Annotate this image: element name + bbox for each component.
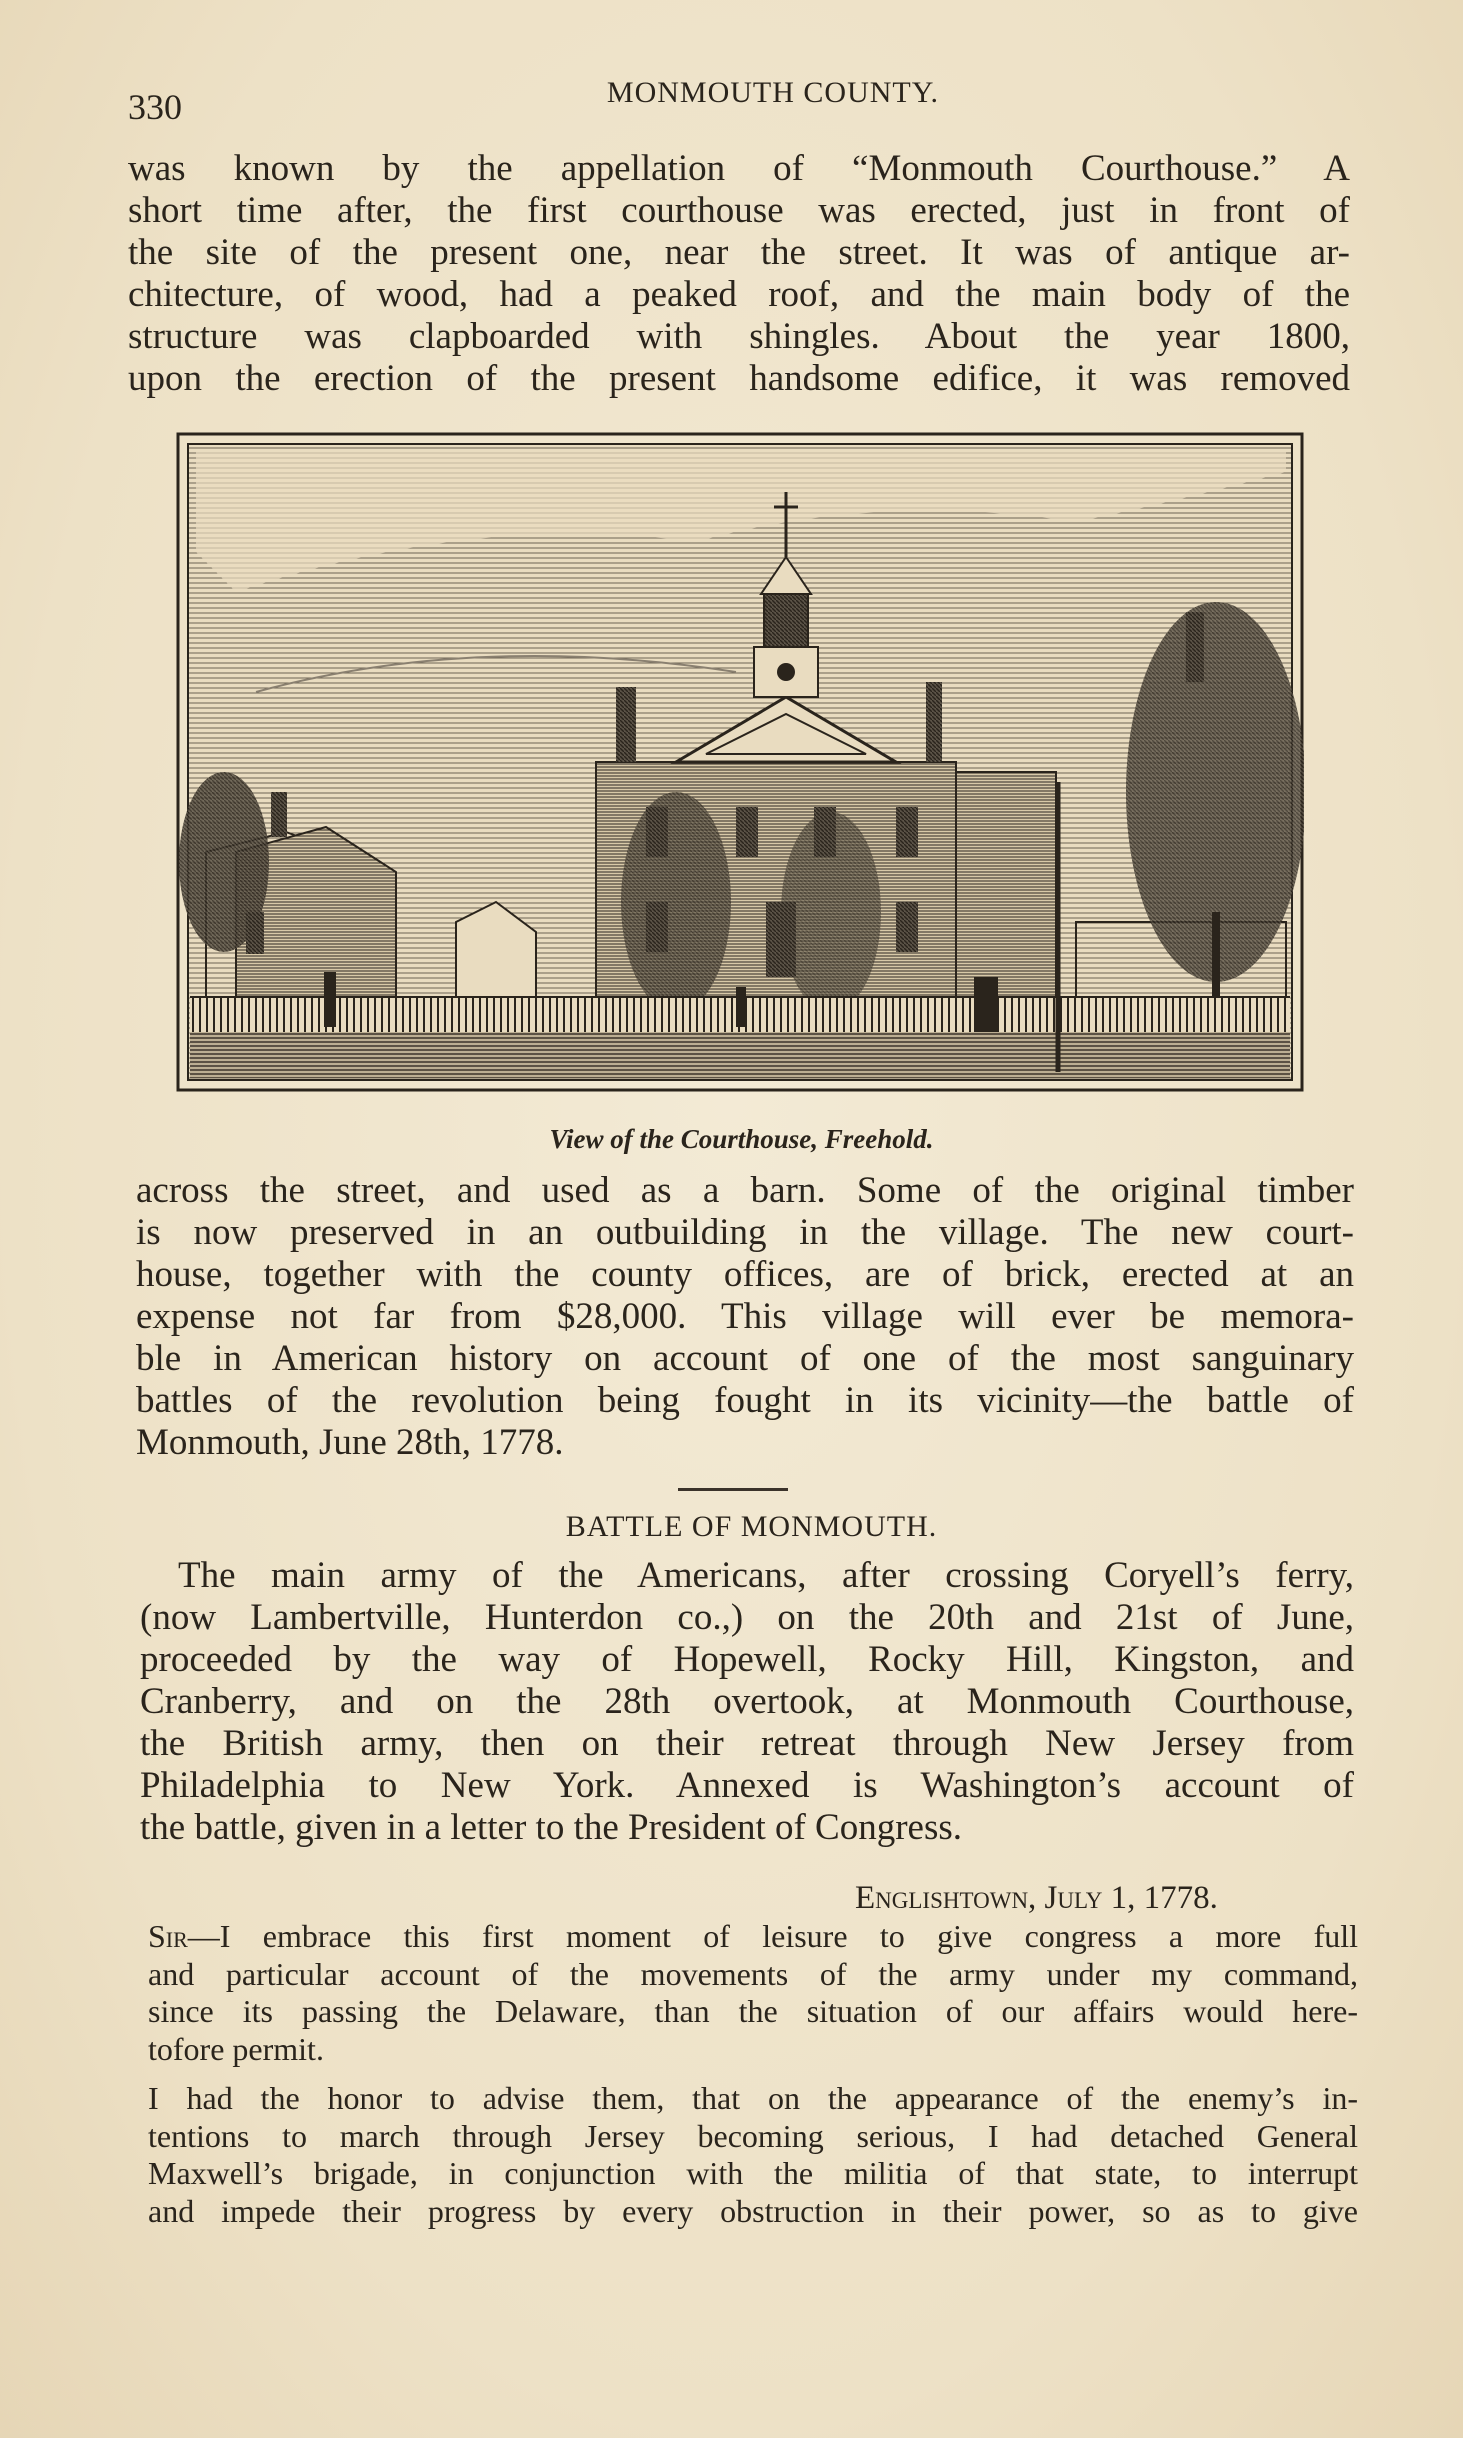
text-line: the British army, then on their retreat through New Jersey from xyxy=(140,1723,1354,1764)
text-line: across the street, and used as a barn. Some of the original timber xyxy=(136,1170,1354,1211)
text-line xyxy=(148,1918,1358,1956)
text-line: and impede their progress by every obstruction in their power, so as to give xyxy=(148,2192,1358,2229)
page-number: 330 xyxy=(128,87,182,127)
paragraph-courthouse-history xyxy=(128,148,1350,400)
text-line: house, together with the county offices, are of brick, erected at an xyxy=(136,1254,1354,1295)
courthouse-engraving xyxy=(176,432,1304,1092)
letter-salutation: Sir xyxy=(148,1918,188,1954)
text-line: since its passing the Delaware, than the situation of our affairs would here- xyxy=(148,1993,1358,2029)
text-line: Maxwell’s brigade, in conjunction with the militia of that state, to interrupt xyxy=(148,2155,1358,2191)
courthouse-engraving-illustration xyxy=(176,432,1304,1092)
text-line: (now Lambertville, Hunterdon co.,) on the 20th and 21st of June, xyxy=(140,1597,1354,1638)
text-line: tentions to march through Jersey becoming serious, I had detached General xyxy=(148,2117,1358,2154)
text-line: tofore permit. xyxy=(148,2030,324,2067)
text-line: short time after, the first courthouse was erected, just in front of xyxy=(128,190,1350,231)
page-header xyxy=(128,72,1358,132)
text-line: upon the erection of the present handsome edifice, it was removed xyxy=(128,358,1350,399)
text-line: chitecture, of wood, had a peaked roof, and the main body of the xyxy=(128,274,1350,315)
text-line: The main army of the Americans, after crossing Coryell’s ferry, xyxy=(178,1555,1354,1596)
figure-caption: View of the Courthouse, Freehold. xyxy=(549,1124,934,1154)
text-line: I had the honor to advise them, that on the appearance of the enemy’s in- xyxy=(148,2080,1358,2116)
section-heading: BATTLE OF MONMOUTH. xyxy=(565,1510,938,1543)
letter-dateline: Englishtown, July 1, 1778. xyxy=(855,1880,1218,1916)
text-line: the battle, given in a letter to the President of Congress. xyxy=(140,1807,963,1848)
letter-paragraph-2 xyxy=(148,2080,1358,2230)
text-line: expense not far from $28,000. This village will ever be memora- xyxy=(136,1296,1354,1337)
text-line: Cranberry, and on the 28th overtook, at Monmouth Courthouse, xyxy=(140,1681,1354,1722)
text-line: proceeded by the way of Hopewell, Rocky Hill, Kingston, and xyxy=(140,1639,1354,1680)
running-title: MONMOUTH COUNTY. xyxy=(606,76,940,109)
section-divider xyxy=(678,1488,788,1491)
text-line: structure was clapboarded with shingles. About the year 1800, xyxy=(128,316,1350,357)
paragraph-courthouse-continued xyxy=(136,1170,1354,1464)
text-fragment: —I embrace this first moment of leisure to give congress a more full xyxy=(187,1918,1358,1954)
text-line: Monmouth, June 28th, 1778. xyxy=(136,1422,564,1463)
letter-paragraph-1 xyxy=(148,1918,1358,2068)
text-line: and particular account of the movements of the army under my command, xyxy=(148,1955,1358,1992)
text-line: battles of the revolution being fought in its vicinity—the battle of xyxy=(136,1380,1354,1421)
text-line: Philadelphia to New York. Annexed is Washington’s account of xyxy=(140,1765,1354,1806)
paragraph-battle-intro xyxy=(140,1555,1354,1849)
text-line: was known by the appellation of “Monmouth Courthouse.” A xyxy=(128,148,1350,189)
text-line: is now preserved in an outbuilding in the village. The new court- xyxy=(136,1212,1354,1253)
text-line: ble in American history on account of one of the most sanguinary xyxy=(136,1338,1354,1379)
text-line: the site of the present one, near the street. It was of antique ar- xyxy=(128,232,1350,273)
